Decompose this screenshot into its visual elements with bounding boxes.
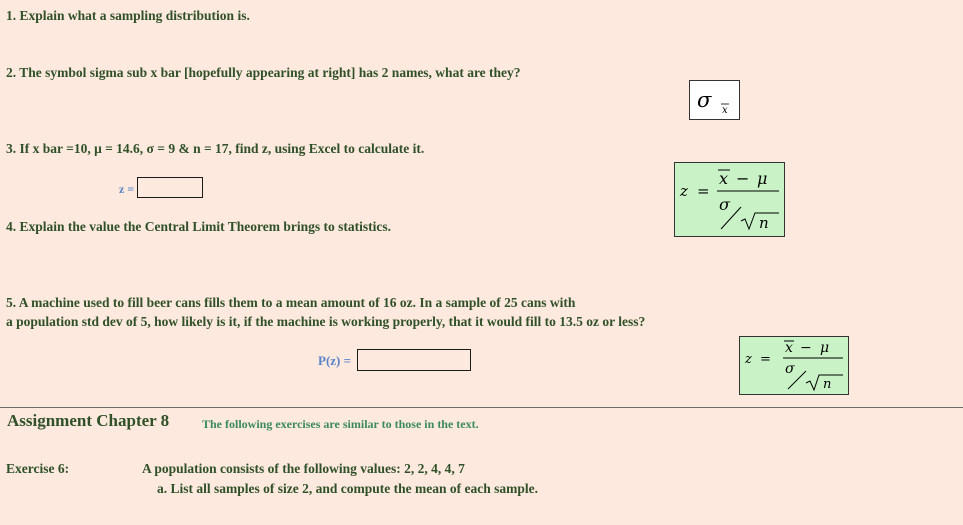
svg-text:=: = <box>697 182 710 200</box>
svg-text:−: − <box>800 340 812 356</box>
question-5-line-2: a population std dev of 5, how likely is it, if the machine is working properly, that it would fill to 13.5 oz or less? <box>6 314 646 329</box>
svg-text:σ: σ <box>697 88 712 112</box>
svg-text:z: z <box>680 182 688 200</box>
z-input-label: z = <box>119 182 135 196</box>
assignment-title: Assignment Chapter 8 <box>7 411 170 430</box>
svg-text:x: x <box>719 169 729 188</box>
z-formula-box-2 <box>739 336 849 395</box>
question-1: 1. Explain what a sampling distribution is. <box>6 8 250 23</box>
svg-text:x: x <box>785 340 793 356</box>
assignment-subtitle: The following exercises are similar to those in the text. <box>202 417 479 431</box>
svg-text:z: z <box>745 352 752 367</box>
svg-text:σ: σ <box>719 195 730 214</box>
svg-text:σ: σ <box>785 361 795 377</box>
exercise-line-2: a. List all samples of size 2, and compute the mean of each sample. <box>157 481 538 496</box>
svg-text:μ: μ <box>757 169 768 188</box>
z-input[interactable] <box>137 177 203 198</box>
question-2: 2. The symbol sigma sub x bar [hopefully appearing at right] has 2 names, what are they? <box>6 65 521 80</box>
section-divider <box>0 407 963 408</box>
svg-text:n: n <box>759 214 769 232</box>
pz-input[interactable] <box>357 349 471 371</box>
svg-text:μ: μ <box>820 340 830 356</box>
pz-input-label: P(z) = <box>318 353 352 368</box>
svg-text:n: n <box>823 377 832 392</box>
svg-text:−: − <box>736 169 750 188</box>
question-4: 4. Explain the value the Central Limit Theorem brings to statistics. <box>6 219 391 234</box>
svg-text:=: = <box>760 352 771 367</box>
exercise-label: Exercise 6: <box>6 461 70 476</box>
z-formula-box <box>674 162 785 237</box>
svg-text:x: x <box>722 105 728 116</box>
exercise-line-1: A population consists of the following values: 2, 2, 4, 4, 7 <box>142 461 465 476</box>
question-3: 3. If x bar =10, μ = 14.6, σ = 9 & n = 17, find z, using Excel to calculate it. <box>6 141 425 156</box>
question-5-line-1: 5. A machine used to fill beer cans fills them to a mean amount of 16 oz. In a sample of 25 cans with <box>6 295 576 310</box>
sigma-xbar-symbol <box>689 80 740 120</box>
